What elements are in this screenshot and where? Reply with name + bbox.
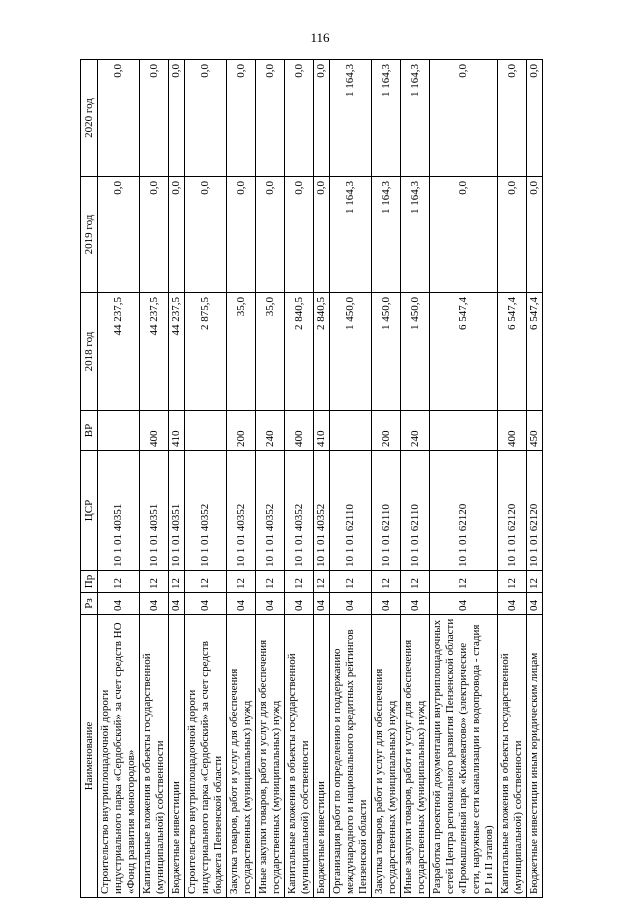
cell-2018: 6 547,4 xyxy=(498,293,527,411)
cell-csr: 10 1 01 62120 xyxy=(498,451,527,571)
cell-csr: 10 1 01 40351 xyxy=(140,451,169,571)
cell-csr: 10 1 01 62110 xyxy=(401,451,430,571)
cell-rz: 04 xyxy=(314,593,330,615)
cell-name: Бюджетные инвестиции xyxy=(169,615,185,898)
cell-name: Строительство внутриплощадочной дороги индустриального парка «Сердобский» за счет средств НО «Фонд развития моногородов» xyxy=(98,615,140,898)
table-header-row xyxy=(81,60,98,898)
cell-rz: 04 xyxy=(140,593,169,615)
cell-csr: 10 1 01 40352 xyxy=(285,451,314,571)
cell-csr: 10 1 01 62120 xyxy=(527,451,543,571)
cell-name: Капитальные вложения в объекты государственной (муниципальной) собственности xyxy=(498,615,527,898)
cell-csr: 10 1 01 40352 xyxy=(227,451,256,571)
cell-2019: 0,0 xyxy=(314,177,330,293)
cell-2019: 0,0 xyxy=(256,177,285,293)
cell-2020: 0,0 xyxy=(527,60,543,177)
header-name: Наименование xyxy=(81,615,98,898)
cell-vr: 240 xyxy=(401,411,430,451)
cell-rz: 04 xyxy=(430,593,498,615)
table-row xyxy=(256,60,285,898)
cell-name: Бюджетные инвестиции иным юридическим лицам xyxy=(527,615,543,898)
cell-vr: 200 xyxy=(372,411,401,451)
table-row xyxy=(430,60,498,898)
cell-rz: 04 xyxy=(498,593,527,615)
cell-csr: 10 1 01 40352 xyxy=(256,451,285,571)
cell-vr: 400 xyxy=(285,411,314,451)
cell-2020: 1 164,3 xyxy=(401,60,430,177)
cell-2020: 0,0 xyxy=(285,60,314,177)
cell-pr: 12 xyxy=(140,571,169,593)
cell-2018: 2 840,5 xyxy=(285,293,314,411)
table-row xyxy=(527,60,543,898)
cell-name: Капитальные вложения в объекты государственной (муниципальной) собственности xyxy=(140,615,169,898)
cell-vr: 400 xyxy=(140,411,169,451)
cell-2020: 0,0 xyxy=(430,60,498,177)
cell-2019: 0,0 xyxy=(527,177,543,293)
cell-2018: 35,0 xyxy=(227,293,256,411)
cell-2019: 1 164,3 xyxy=(401,177,430,293)
cell-2020: 0,0 xyxy=(185,60,227,177)
cell-rz: 04 xyxy=(169,593,185,615)
table-container xyxy=(80,60,555,898)
table-row xyxy=(140,60,169,898)
cell-pr: 12 xyxy=(401,571,430,593)
cell-rz: 04 xyxy=(527,593,543,615)
cell-name: Разработка проектной документации внутриплощадочных сетей Центра регионального развития Пензенской области «Промышленный парк «Кижеватово» (электрические сети, наружные сети канализации и водопровода - стадия Р I и II этапов) xyxy=(430,615,498,898)
cell-csr: 10 1 01 40352 xyxy=(314,451,330,571)
cell-2020: 0,0 xyxy=(227,60,256,177)
header-2019: 2019 год xyxy=(81,177,98,293)
cell-vr xyxy=(430,411,498,451)
cell-pr: 12 xyxy=(430,571,498,593)
cell-pr: 12 xyxy=(330,571,372,593)
cell-vr: 410 xyxy=(314,411,330,451)
cell-2018: 2 875,5 xyxy=(185,293,227,411)
cell-2018: 44 237,5 xyxy=(98,293,140,411)
cell-2018: 6 547,4 xyxy=(527,293,543,411)
cell-2019: 0,0 xyxy=(185,177,227,293)
cell-pr: 12 xyxy=(169,571,185,593)
cell-pr: 12 xyxy=(185,571,227,593)
cell-csr: 10 1 01 62110 xyxy=(330,451,372,571)
cell-name: Бюджетные инвестиции xyxy=(314,615,330,898)
cell-csr: 10 1 01 62110 xyxy=(372,451,401,571)
cell-name: Закупка товаров, работ и услуг для обеспечения государственных (муниципальных) нужд xyxy=(372,615,401,898)
cell-2018: 44 237,5 xyxy=(169,293,185,411)
page-number: 116 xyxy=(310,30,330,45)
table-row xyxy=(314,60,330,898)
cell-pr: 12 xyxy=(498,571,527,593)
cell-rz: 04 xyxy=(185,593,227,615)
cell-2019: 1 164,3 xyxy=(372,177,401,293)
cell-name: Капитальные вложения в объекты государственной (муниципальной) собственности xyxy=(285,615,314,898)
cell-vr: 450 xyxy=(527,411,543,451)
cell-2020: 1 164,3 xyxy=(372,60,401,177)
cell-2020: 0,0 xyxy=(140,60,169,177)
cell-vr xyxy=(185,411,227,451)
table-row xyxy=(227,60,256,898)
cell-2019: 0,0 xyxy=(169,177,185,293)
cell-pr: 12 xyxy=(285,571,314,593)
rotated-table xyxy=(80,60,555,898)
cell-2020: 0,0 xyxy=(314,60,330,177)
cell-pr: 12 xyxy=(314,571,330,593)
table-row xyxy=(169,60,185,898)
cell-2019: 0,0 xyxy=(285,177,314,293)
cell-2018: 35,0 xyxy=(256,293,285,411)
cell-rz: 04 xyxy=(256,593,285,615)
cell-vr: 400 xyxy=(498,411,527,451)
cell-pr: 12 xyxy=(256,571,285,593)
cell-vr: 200 xyxy=(227,411,256,451)
cell-rz: 04 xyxy=(98,593,140,615)
cell-vr: 410 xyxy=(169,411,185,451)
cell-name: Иные закупки товаров, работ и услуг для обеспечения государственных (муниципальных) нужд xyxy=(401,615,430,898)
cell-name: Иные закупки товаров, работ и услуг для обеспечения государственных (муниципальных) нужд xyxy=(256,615,285,898)
cell-pr: 12 xyxy=(98,571,140,593)
cell-csr: 10 1 01 62120 xyxy=(430,451,498,571)
header-rz: Рз xyxy=(81,593,98,615)
cell-2020: 0,0 xyxy=(98,60,140,177)
cell-rz: 04 xyxy=(285,593,314,615)
cell-csr: 10 1 01 40352 xyxy=(185,451,227,571)
cell-name: Организация работ по определению и поддержанию международного и национального кредитных рейтингов Пензенской области xyxy=(330,615,372,898)
cell-2019: 0,0 xyxy=(227,177,256,293)
cell-pr: 12 xyxy=(527,571,543,593)
cell-2020: 0,0 xyxy=(498,60,527,177)
header-2020: 2020 год xyxy=(81,60,98,177)
cell-pr: 12 xyxy=(372,571,401,593)
cell-2019: 0,0 xyxy=(430,177,498,293)
header-2018: 2018 год xyxy=(81,293,98,411)
cell-rz: 04 xyxy=(372,593,401,615)
cell-2018: 1 450,0 xyxy=(330,293,372,411)
cell-rz: 04 xyxy=(227,593,256,615)
budget-table xyxy=(80,59,543,898)
header-vr: ВР xyxy=(81,411,98,451)
cell-csr: 10 1 01 40351 xyxy=(98,451,140,571)
cell-vr xyxy=(98,411,140,451)
header-pr: Пр xyxy=(81,571,98,593)
cell-vr: 240 xyxy=(256,411,285,451)
cell-csr: 10 1 01 40351 xyxy=(169,451,185,571)
cell-2018: 1 450,0 xyxy=(401,293,430,411)
table-row xyxy=(98,60,140,898)
cell-pr: 12 xyxy=(227,571,256,593)
cell-2018: 2 840,5 xyxy=(314,293,330,411)
cell-2019: 1 164,3 xyxy=(330,177,372,293)
table-row xyxy=(185,60,227,898)
cell-2018: 6 547,4 xyxy=(430,293,498,411)
cell-name: Строительство внутриплощадочной дороги индустриального парка «Сердобский» за счет средств бюджета Пензенской области xyxy=(185,615,227,898)
cell-2020: 0,0 xyxy=(169,60,185,177)
cell-vr xyxy=(330,411,372,451)
table-row xyxy=(330,60,372,898)
cell-2018: 44 237,5 xyxy=(140,293,169,411)
cell-2019: 0,0 xyxy=(140,177,169,293)
cell-2018: 1 450,0 xyxy=(372,293,401,411)
cell-2019: 0,0 xyxy=(98,177,140,293)
table-row xyxy=(498,60,527,898)
table-row xyxy=(401,60,430,898)
cell-2020: 1 164,3 xyxy=(330,60,372,177)
cell-2019: 0,0 xyxy=(498,177,527,293)
table-row xyxy=(372,60,401,898)
header-csr: ЦСР xyxy=(81,451,98,571)
table-row xyxy=(285,60,314,898)
cell-rz: 04 xyxy=(330,593,372,615)
cell-name: Закупка товаров, работ и услуг для обеспечения государственных (муниципальных) нужд xyxy=(227,615,256,898)
cell-2020: 0,0 xyxy=(256,60,285,177)
cell-rz: 04 xyxy=(401,593,430,615)
